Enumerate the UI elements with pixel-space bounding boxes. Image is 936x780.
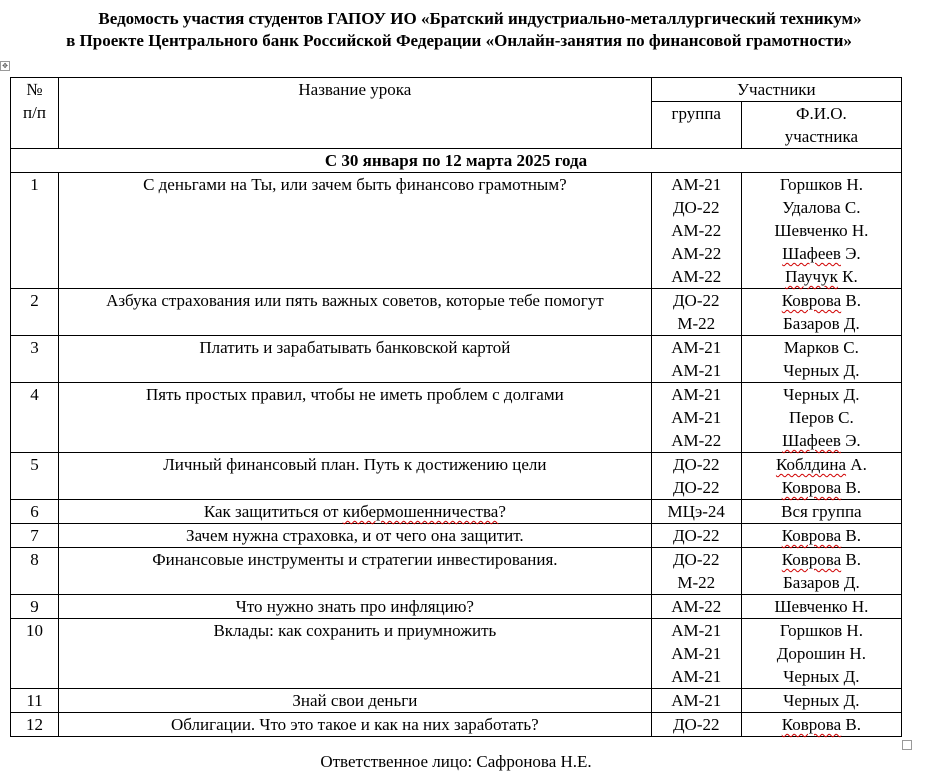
table-row: [11, 336, 902, 383]
row-number: 2: [11, 289, 59, 336]
group-code: АМ-21: [671, 385, 722, 404]
table-move-handle-icon[interactable]: ✥: [0, 61, 10, 71]
row-number: 8: [11, 548, 59, 595]
participant-name: Горшков Н.: [779, 621, 863, 640]
group-code: ДО-22: [672, 455, 720, 474]
lesson-title: Облигации. Что это такое и как на них заработать?: [59, 713, 652, 737]
lesson-title: Пять простых правил, чтобы не иметь проблем с долгами: [59, 383, 652, 453]
group-code: АМ-21: [671, 644, 722, 663]
row-number: 7: [11, 524, 59, 548]
participant-names: [741, 289, 901, 336]
participant-name: Шевченко Н.: [774, 597, 869, 616]
header-num: № п/п: [11, 78, 59, 149]
group-code: АМ-21: [671, 175, 722, 194]
table-row: [11, 713, 902, 737]
lesson-title: Платить и зарабатывать банковской картой: [59, 336, 652, 383]
participant-groups: [651, 500, 741, 524]
participant-names: [741, 336, 901, 383]
participant-name: Коврова В.: [781, 550, 861, 569]
lesson-title: Знай свои деньги: [59, 689, 652, 713]
lesson-title: Азбука страхования или пять важных советов, которые тебе помогут: [59, 289, 652, 336]
group-code: МЦэ-24: [667, 502, 725, 521]
header-group: группа: [651, 102, 741, 149]
row-number: 3: [11, 336, 59, 383]
group-code: АМ-21: [671, 361, 722, 380]
participant-names: [741, 173, 901, 289]
lesson-title: С деньгами на Ты, или зачем быть финансово грамотным?: [59, 173, 652, 289]
group-code: ДО-22: [672, 291, 720, 310]
header-name: Ф.И.О. участника: [741, 102, 901, 149]
row-number: 6: [11, 500, 59, 524]
participant-names: [741, 500, 901, 524]
row-number: 9: [11, 595, 59, 619]
table-row: [11, 689, 902, 713]
table-row: [11, 595, 902, 619]
group-code: М-22: [677, 314, 716, 333]
header-participants: Участники: [651, 78, 901, 102]
participant-groups: [651, 524, 741, 548]
participant-names: [741, 383, 901, 453]
row-number: 10: [11, 619, 59, 689]
participant-groups: [651, 453, 741, 500]
participant-groups: [651, 619, 741, 689]
lesson-title: Финансовые инструменты и стратегии инвестирования.: [59, 548, 652, 595]
lesson-title: Как защититься от кибермошенничества?: [59, 500, 652, 524]
participant-groups: [651, 383, 741, 453]
participant-name: Коврова В.: [781, 291, 861, 310]
responsible-person: Ответственное лицо: Сафронова Н.Е.: [320, 752, 592, 771]
participant-names: [741, 595, 901, 619]
participant-name: Марков С.: [783, 338, 859, 357]
table-row: [11, 500, 902, 524]
participant-name: Перов С.: [789, 408, 854, 427]
group-code: АМ-21: [671, 667, 722, 686]
section-row: [11, 149, 902, 173]
group-code: АМ-21: [671, 408, 722, 427]
group-code: АМ-22: [671, 244, 722, 263]
header-lesson: Название урока: [59, 78, 652, 149]
participant-names: [741, 619, 901, 689]
participant-name: Коврова В.: [781, 478, 861, 497]
document-title-line-2: в Проекте Центрального банк Российской Федерации «Онлайн-занятия по финансовой грамотности»: [66, 31, 852, 50]
table-row: [11, 619, 902, 689]
participant-groups: [651, 713, 741, 737]
participant-groups: [651, 595, 741, 619]
participant-name: Черных Д.: [783, 385, 860, 404]
table-row: [11, 453, 902, 500]
document-title-line-1: Ведомость участия студентов ГАПОУ ИО «Братский индустриально-металлургический техникум»: [98, 9, 862, 28]
participant-names: [741, 548, 901, 595]
table-row: [11, 173, 902, 289]
row-number: 5: [11, 453, 59, 500]
participant-names: [741, 453, 901, 500]
lesson-title: Зачем нужна страховка, и от чего она защитит.: [59, 524, 652, 548]
participant-name: Черных Д.: [783, 667, 860, 686]
group-code: АМ-22: [671, 431, 722, 450]
participant-name: Черных Д.: [783, 691, 860, 710]
group-code: АМ-22: [671, 597, 722, 616]
participant-groups: [651, 173, 741, 289]
section-title: С 30 января по 12 марта 2025 года: [11, 149, 902, 173]
group-code: ДО-22: [672, 715, 720, 734]
participant-name: Коврова В.: [781, 715, 861, 734]
participant-name: Паучук К.: [785, 267, 858, 286]
lesson-title: Что нужно знать про инфляцию?: [59, 595, 652, 619]
participant-name: Горшков Н.: [779, 175, 863, 194]
table-row: [11, 524, 902, 548]
participant-name: Черных Д.: [783, 361, 860, 380]
participant-groups: [651, 289, 741, 336]
participant-name: Шафеев Э.: [782, 431, 861, 450]
participant-names: [741, 713, 901, 737]
lesson-title: Вклады: как сохранить и приумножить: [59, 619, 652, 689]
participant-name: Базаров Д.: [783, 314, 860, 333]
participant-groups: [651, 336, 741, 383]
table-resize-handle-icon[interactable]: [902, 740, 912, 750]
participant-name: Коврова В.: [781, 526, 861, 545]
participant-name: Шевченко Н.: [774, 221, 869, 240]
participation-table: [10, 77, 902, 737]
table-row: [11, 383, 902, 453]
table-row: [11, 289, 902, 336]
row-number: 11: [11, 689, 59, 713]
participant-groups: [651, 548, 741, 595]
group-code: АМ-21: [671, 338, 722, 357]
participant-name: Базаров Д.: [783, 573, 860, 592]
participant-name: Шафеев Э.: [782, 244, 861, 263]
participant-groups: [651, 689, 741, 713]
row-number: 12: [11, 713, 59, 737]
group-code: АМ-21: [671, 691, 722, 710]
group-code: АМ-22: [671, 267, 722, 286]
row-number: 4: [11, 383, 59, 453]
lesson-title: Личный финансовый план. Путь к достижению цели: [59, 453, 652, 500]
participant-names: [741, 524, 901, 548]
row-number: 1: [11, 173, 59, 289]
group-code: ДО-22: [672, 550, 720, 569]
participant-name: Удалова С.: [782, 198, 861, 217]
participant-name: Коблдина А.: [775, 455, 867, 474]
group-code: АМ-21: [671, 621, 722, 640]
group-code: ДО-22: [672, 526, 720, 545]
group-code: ДО-22: [672, 478, 720, 497]
group-code: АМ-22: [671, 221, 722, 240]
group-code: М-22: [677, 573, 716, 592]
participant-name: Дорошин Н.: [776, 644, 866, 663]
participant-name: Вся группа: [781, 502, 862, 521]
group-code: ДО-22: [672, 198, 720, 217]
table-header-row: [11, 78, 902, 102]
table-row: [11, 548, 902, 595]
participant-names: [741, 689, 901, 713]
